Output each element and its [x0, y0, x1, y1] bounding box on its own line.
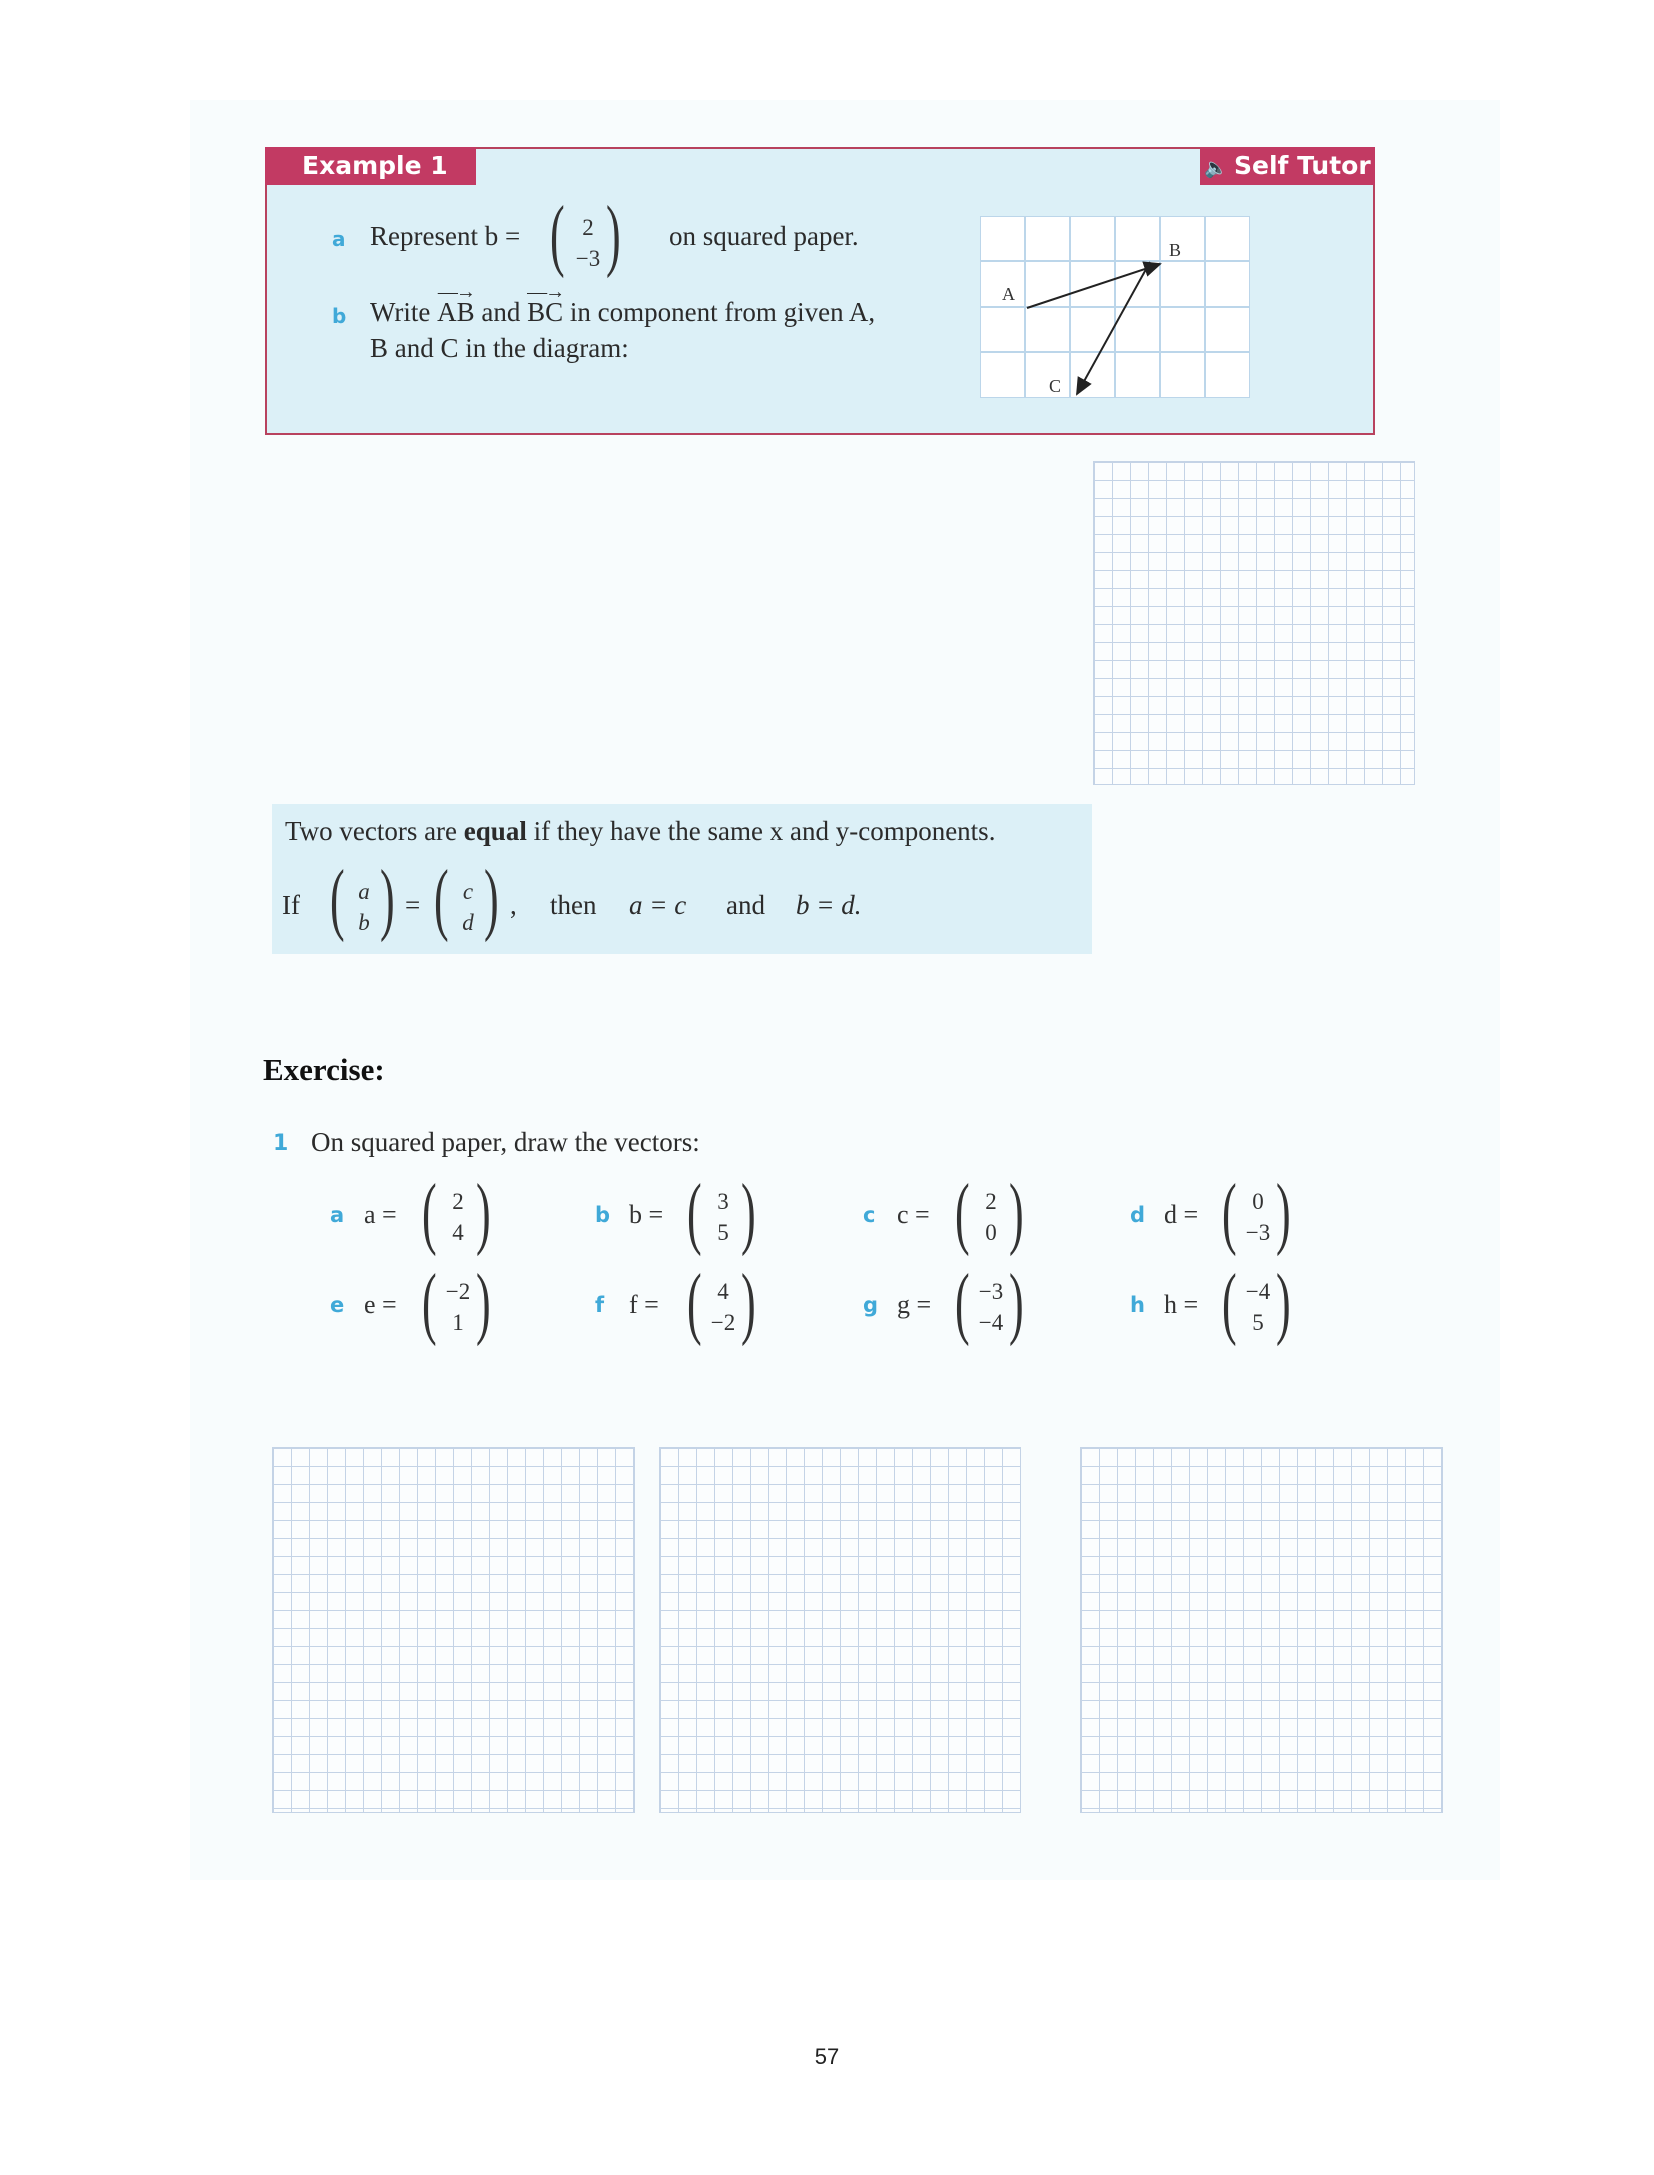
point-b-label: B	[1169, 240, 1182, 260]
condition-b-d: b = d.	[796, 890, 862, 920]
vector-top: a	[358, 879, 370, 904]
vector-top: 2	[582, 215, 594, 240]
vector-top: 3	[717, 1189, 729, 1214]
item-name: h =	[1164, 1290, 1199, 1319]
item-letter: f	[595, 1293, 605, 1317]
vector-bottom: 0	[985, 1220, 997, 1245]
item-letter: d	[1130, 1203, 1146, 1227]
vector-bottom: d	[462, 910, 474, 935]
exercise-item-a	[330, 1169, 580, 1263]
point-c-label: C	[1049, 376, 1062, 396]
item-name: f =	[629, 1290, 659, 1319]
vector-top: 4	[717, 1279, 729, 1304]
part-a-vector: ( 2 −3 )	[550, 191, 621, 279]
part-a-text: Represent b =	[370, 221, 521, 251]
vector-bottom: −3	[1245, 1220, 1271, 1245]
part-a-after: on squared paper.	[669, 221, 859, 251]
exercise-item-b	[595, 1169, 845, 1263]
equality-post: if they have the same x and y-components.	[526, 816, 996, 846]
vector-top: 0	[1252, 1189, 1264, 1214]
squared-paper-2	[659, 1447, 1021, 1813]
question-number: 1	[273, 1131, 289, 1156]
item-name: c =	[897, 1200, 930, 1229]
comma: ,	[510, 890, 517, 920]
item-name: g =	[897, 1290, 932, 1319]
point-a-label: A	[1002, 284, 1015, 304]
equality-rule-box	[272, 804, 1092, 954]
diagram-grid	[980, 216, 1250, 398]
self-tutor-button[interactable]	[1200, 147, 1375, 185]
equals-sign: =	[405, 890, 421, 920]
item-vector: ( 4 −2 )	[687, 1259, 756, 1347]
item-vector: ( 3 5 )	[687, 1169, 756, 1257]
part-b-letter: b	[332, 304, 347, 328]
item-vector: ( −3 −4 )	[955, 1259, 1024, 1347]
vector-top: 2	[452, 1189, 464, 1214]
vector-bottom: −2	[710, 1310, 736, 1335]
vector-bottom: 1	[452, 1310, 464, 1335]
question-text: On squared paper, draw the vectors:	[311, 1127, 700, 1157]
self-tutor-label: Self Tutor	[1234, 151, 1371, 180]
exercise-item-g	[863, 1259, 1113, 1353]
squared-paper-3	[1080, 1447, 1443, 1813]
part-a-letter: a	[332, 227, 346, 251]
vector-ab-label: AB	[437, 297, 475, 327]
squared-paper-example	[1093, 461, 1415, 785]
equality-pre: Two vectors are	[285, 816, 464, 846]
exercise-item-f	[595, 1259, 845, 1353]
part-b-pre: Write	[370, 297, 438, 327]
item-vector: ( 2 0 )	[955, 1169, 1024, 1257]
item-name: d =	[1164, 1200, 1199, 1229]
part-b-line1	[370, 281, 876, 328]
exercise-item-e	[330, 1259, 580, 1353]
item-vector: ( −4 5 )	[1222, 1259, 1291, 1347]
item-name: b =	[629, 1200, 664, 1229]
vector-bc-label: BC	[527, 297, 564, 327]
speaker-icon: 🔈	[1204, 157, 1228, 179]
item-letter: a	[330, 1203, 345, 1227]
vector-top: −3	[978, 1279, 1004, 1304]
squared-paper-1	[272, 1447, 635, 1813]
exercise-item-d	[1130, 1169, 1380, 1263]
item-letter: e	[330, 1293, 345, 1317]
example-diagram	[980, 216, 1250, 398]
item-letter: c	[863, 1203, 876, 1227]
vector-bc: —→ BC	[527, 281, 564, 327]
and-label: and	[726, 890, 765, 920]
exercise-item-c	[863, 1169, 1113, 1263]
vector-ab-general: ( a b )	[330, 855, 395, 943]
if-label: If	[282, 890, 300, 920]
vector-cd-general: ( c d )	[434, 855, 499, 943]
vector-top: c	[462, 879, 474, 904]
example-tag: Example 1	[265, 147, 476, 185]
item-letter: g	[863, 1293, 879, 1317]
exercise-title: Exercise:	[263, 1052, 385, 1087]
vector-top: −2	[445, 1279, 471, 1304]
item-name: e =	[364, 1290, 397, 1319]
page-number: 57	[814, 2044, 840, 2069]
item-vector: ( −2 1 )	[422, 1259, 491, 1347]
equality-bold: equal	[463, 816, 527, 846]
condition-a-c: a = c	[629, 890, 687, 920]
then-label: then	[550, 890, 597, 920]
part-b-line2: B and C in the diagram:	[370, 333, 629, 363]
item-letter: h	[1130, 1293, 1145, 1317]
vector-bottom: 5	[717, 1220, 729, 1245]
vector-bottom: b	[358, 910, 370, 935]
exercise-item-h	[1130, 1259, 1380, 1353]
part-b-mid: and	[474, 297, 528, 327]
equality-definition	[285, 816, 995, 847]
item-letter: b	[595, 1203, 611, 1227]
item-vector: ( 0 −3 )	[1222, 1169, 1291, 1257]
item-name: a =	[364, 1200, 397, 1229]
vector-bottom: −4	[978, 1310, 1004, 1335]
item-vector: ( 2 4 )	[422, 1169, 491, 1257]
vector-bottom: 4	[452, 1220, 464, 1245]
vector-top: 2	[985, 1189, 997, 1214]
vector-top: −4	[1245, 1279, 1271, 1304]
vector-bottom: 5	[1252, 1310, 1264, 1335]
vector-bottom: −3	[575, 246, 601, 271]
vector-ab: —→ AB	[437, 281, 475, 327]
part-b-post: in component from given A,	[563, 297, 876, 327]
